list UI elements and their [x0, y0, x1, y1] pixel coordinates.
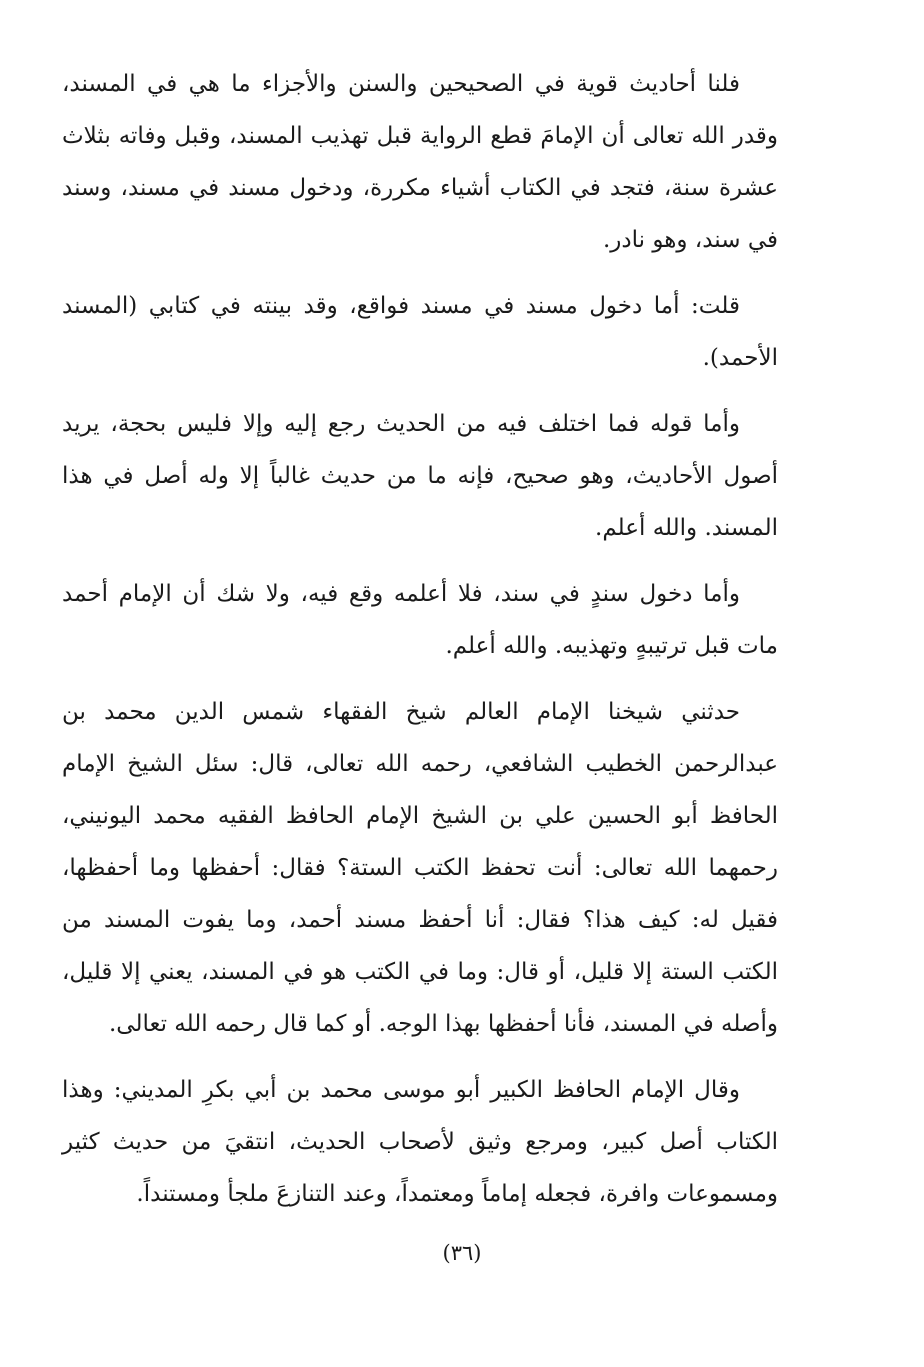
paragraph-4: وأما دخول سندٍ في سند، فلا أعلمه وقع فيه، ولا شك أن الإمام أحمد مات قبل ترتيبهٍ وتهذيبه. والله أعلم. [62, 581, 778, 659]
paragraph-6: وقال الإمام الحافظ الكبير أبو موسى محمد بن أبي بكرِ المديني: وهذا الكتاب أصل كبير، ومرجع وثيق لأصحاب الحديث، انتقيَ من حديث كثير ومسموعات وافرة، فجعله إماماً ومعتمداً، وعند التنازعَ ملجأ ومستنداً. [62, 1077, 778, 1207]
paragraph-2: قلت: أما دخول مسند في مسند فواقع، وقد بينته في كتابي (المسند الأحمد). [62, 293, 778, 371]
page-number: (٣٦) [442, 1241, 482, 1265]
paragraph-3: وأما قوله فما اختلف فيه من الحديث رجع إليه وإلا فليس بحجة، يريد أصول الأحاديث، وهو صحيح، فإنه ما من حديث غالباً إلا وله أصل في هذا المسند. والله أعلم. [62, 411, 778, 541]
body-text [62, 58, 778, 1234]
paragraph-5: حدثني شيخنا الإمام العالم شيخ الفقهاء شمس الدين محمد بن عبدالرحمن الخطيب الشافعي، رحمه الله تعالى، قال: سئل الشيخ الإمام الحافظ أبو الحسين علي بن الشيخ الإمام الحافظ الفقيه محمد اليونيني، رحمهما الله تعالى: أنت تحفظ الكتب الستة؟ فقال: أحفظها وما أحفظها، فقيل له: كيف هذا؟ فقال: أنا أحفظ مسند أحمد، وما يفوت المسند من الكتب الستة إلا قليل، أو قال: وما في الكتب هو في المسند، يعني إلا قليل، وأصله في المسند، فأنا أحفظها بهذا الوجه. أو كما قال رحمه الله تعالى. [62, 699, 778, 1037]
paragraph-1: فلنا أحاديث قوية في الصحيحين والسنن والأجزاء ما هي في المسند، وقدر الله تعالى أن الإمامَ قطع الرواية قبل تهذيب المسند، وقبل وفاته بثلاث عشرة سنة، فتجد في الكتاب أشياء مكررة، ودخول مسند في مسند، وسند في سند، وهو نادر. [62, 71, 778, 253]
